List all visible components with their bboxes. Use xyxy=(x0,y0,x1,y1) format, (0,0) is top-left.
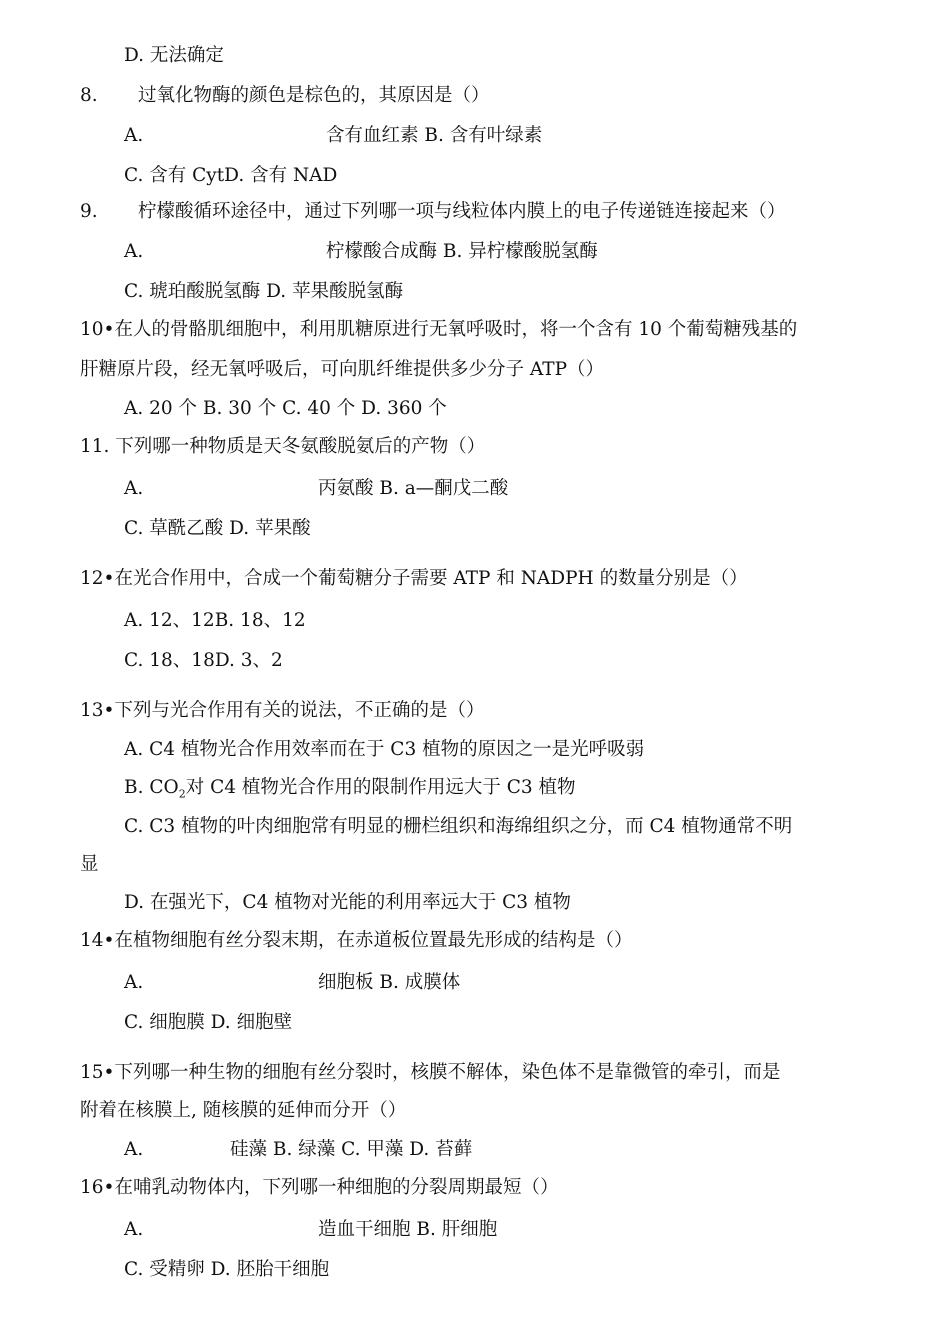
q16-options-cd: C. 受精卵 D. 胚胎干细胞 xyxy=(124,1259,330,1280)
q13-stem: 13•下列与光合作用有关的说法，不正确的是（） xyxy=(80,700,485,721)
q12-options-ab: A. 12、12B. 18、12 xyxy=(124,610,306,631)
q16-option-a-label: A. xyxy=(124,1219,144,1240)
q15-options: 硅藻 B. 绿藻 C. 甲藻 D. 苔藓 xyxy=(230,1139,473,1160)
q12-stem: 12•在光合作用中，合成一个葡萄糖分子需要 ATP 和 NADPH 的数量分别是（） xyxy=(80,568,748,589)
q8-stem: 过氧化物酶的颜色是棕色的，其原因是（） xyxy=(138,85,490,106)
q11-options-ab: 丙氨酸 B. a—酮戊二酸 xyxy=(318,478,509,499)
q16-stem: 16•在哺乳动物体内，下列哪一种细胞的分裂周期最短（） xyxy=(80,1177,559,1198)
q13-option-a: A. C4 植物光合作用效率而在于 C3 植物的原因之一是光呼吸弱 xyxy=(124,739,645,760)
q11-options-cd: C. 草酰乙酸 D. 苹果酸 xyxy=(124,518,311,539)
q9-options-cd: C. 琥珀酸脱氢酶 D. 苹果酸脱氢酶 xyxy=(124,281,404,302)
q8-number: 8. xyxy=(80,85,98,106)
q10-options: A. 20 个 B. 30 个 C. 40 个 D. 360 个 xyxy=(124,398,447,419)
q13-option-b-subscript: 2 xyxy=(178,787,186,801)
q7-option-d: D. 无法确定 xyxy=(124,45,224,66)
q8-option-a-label: A. xyxy=(124,125,144,146)
q8-options-cd: C. 含有 CytD. 含有 NAD xyxy=(124,165,338,186)
q8-options-ab: 含有血红素 B. 含有叶绿素 xyxy=(326,125,543,146)
q15-option-a-label: A. xyxy=(124,1139,144,1160)
q12-options-cd: C. 18、18D. 3、2 xyxy=(124,650,283,671)
q11-option-a-label: A. xyxy=(124,478,144,499)
q9-option-a-label: A. xyxy=(124,241,144,262)
q9-stem: 柠檬酸循环途径中，通过下列哪一项与线粒体内膜上的电子传递链连接起来（） xyxy=(138,201,786,222)
q14-option-a-label: A. xyxy=(124,972,144,993)
q14-options-cd: C. 细胞膜 D. 细胞壁 xyxy=(124,1012,293,1033)
q15-stem-line-1: 15•下列哪一种生物的细胞有丝分裂时，核膜不解体，染色体不是靠微管的牵引，而是 xyxy=(80,1062,781,1083)
q13-option-b xyxy=(124,775,576,801)
q14-options-ab: 细胞板 B. 成膜体 xyxy=(318,972,461,993)
q11-stem: 11. 下列哪一种物质是天冬氨酸脱氨后的产物（） xyxy=(80,436,486,457)
q9-options-ab: 柠檬酸合成酶 B. 异柠檬酸脱氢酶 xyxy=(326,241,598,262)
q13-option-c-line-2: 显 xyxy=(80,854,99,875)
q13-option-c-line-1: C. C3 植物的叶肉细胞常有明显的栅栏组织和海绵组织之分，而 C4 植物通常不明 xyxy=(124,816,793,837)
q15-stem-line-2: 附着在核膜上, 随核膜的延伸而分开（） xyxy=(80,1100,407,1121)
q10-stem-line-1: 10•在人的骨骼肌细胞中，利用肌糖原进行无氧呼吸时，将一个含有 10 个葡萄糖残基的 xyxy=(80,319,798,340)
q13-option-d: D. 在强光下，C4 植物对光能的利用率远大于 C3 植物 xyxy=(124,892,571,913)
q13-option-b-pre: B. CO xyxy=(124,777,179,798)
q14-stem: 14•在植物细胞有丝分裂末期，在赤道板位置最先形成的结构是（） xyxy=(80,930,633,951)
q16-options-ab: 造血干细胞 B. 肝细胞 xyxy=(318,1219,498,1240)
q10-stem-line-2: 肝糖原片段，经无氧呼吸后，可向肌纤维提供多少分子 ATP（） xyxy=(80,359,605,380)
q9-number: 9. xyxy=(80,201,98,222)
q13-option-b-post: 对 C4 植物光合作用的限制作用远大于 C3 植物 xyxy=(185,777,576,798)
